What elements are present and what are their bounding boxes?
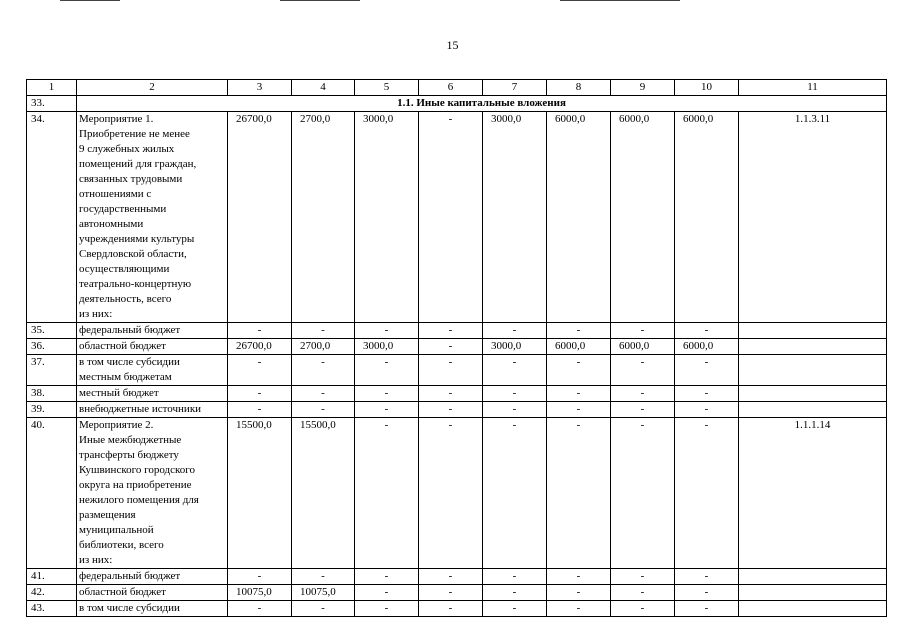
- row-number: 39.: [27, 402, 77, 418]
- amount-cell: -: [292, 601, 355, 617]
- amount-cell: -: [547, 601, 611, 617]
- header-cell: 9: [611, 80, 675, 96]
- amount-cell: -: [483, 386, 547, 402]
- code-cell: 1.1.1.14: [739, 418, 887, 569]
- table-row: [27, 402, 887, 418]
- page-number: 15: [446, 38, 459, 52]
- amount-cell: -: [483, 585, 547, 601]
- description-line: из них:: [79, 554, 113, 566]
- amount-cell: -: [419, 386, 483, 402]
- amount-cell: 6000,0: [675, 339, 739, 355]
- amount-cell: -: [419, 323, 483, 339]
- row-description: [77, 386, 228, 402]
- amount-cell: -: [419, 355, 483, 386]
- amount-cell: -: [675, 569, 739, 585]
- description-line: библиотеки, всего: [79, 539, 164, 551]
- amount-cell: -: [547, 402, 611, 418]
- amount-cell: 15500,0: [228, 418, 292, 569]
- amount-cell: 10075,0: [228, 585, 292, 601]
- row-number: 42.: [27, 585, 77, 601]
- description-line: внебюджетные источники: [79, 403, 202, 415]
- header-cell: 2: [77, 80, 228, 96]
- code-cell: [739, 402, 887, 418]
- description-line: местным бюджетам: [79, 371, 172, 383]
- description-line: в том числе субсидии: [79, 356, 180, 368]
- code-cell: [739, 585, 887, 601]
- description-line: учреждениями культуры: [79, 233, 195, 245]
- description-line: трансферты бюджету: [79, 449, 179, 461]
- amount-cell: 6000,0: [611, 112, 675, 323]
- amount-cell: 3000,0: [355, 339, 419, 355]
- table-row: [27, 323, 887, 339]
- amount-cell: -: [228, 386, 292, 402]
- row-description: [77, 418, 228, 569]
- amount-cell: 26700,0: [228, 339, 292, 355]
- amount-cell: -: [611, 386, 675, 402]
- amount-cell: -: [419, 569, 483, 585]
- amount-cell: -: [483, 569, 547, 585]
- amount-cell: -: [483, 601, 547, 617]
- row-number: 41.: [27, 569, 77, 585]
- amount-cell: 6000,0: [675, 112, 739, 323]
- amount-cell: -: [419, 418, 483, 569]
- amount-cell: -: [228, 601, 292, 617]
- header-cell: 1: [27, 80, 77, 96]
- header-cell: 6: [419, 80, 483, 96]
- description-line: Иные межбюджетные: [79, 434, 182, 446]
- amount-cell: -: [611, 323, 675, 339]
- amount-cell: -: [547, 585, 611, 601]
- table-row: [27, 355, 887, 386]
- code-cell: [739, 601, 887, 617]
- amount-cell: -: [611, 585, 675, 601]
- amount-cell: -: [611, 569, 675, 585]
- amount-cell: -: [547, 569, 611, 585]
- description-line: федеральный бюджет: [79, 570, 181, 582]
- amount-cell: -: [292, 355, 355, 386]
- amount-cell: -: [228, 355, 292, 386]
- table-row: [27, 386, 887, 402]
- amount-cell: -: [355, 418, 419, 569]
- code-cell: 1.1.3.11: [739, 112, 887, 323]
- amount-cell: -: [355, 601, 419, 617]
- description-line: Мероприятие 2.: [79, 419, 154, 431]
- header-cell: 5: [355, 80, 419, 96]
- row-description: [77, 339, 228, 355]
- code-cell: [739, 386, 887, 402]
- header-cell: 7: [483, 80, 547, 96]
- description-line: федеральный бюджет: [79, 324, 181, 336]
- top-rule-left: [60, 0, 120, 1]
- amount-cell: -: [419, 585, 483, 601]
- description-line: связанных трудовыми: [79, 173, 183, 185]
- top-rule-right: [560, 0, 680, 1]
- description-line: помещений для граждан,: [79, 158, 197, 170]
- section-row: [27, 96, 887, 112]
- amount-cell: -: [675, 402, 739, 418]
- description-line: государственными: [79, 203, 167, 215]
- code-cell: [739, 339, 887, 355]
- table-row: [27, 569, 887, 585]
- code-cell: [739, 323, 887, 339]
- description-line: областной бюджет: [79, 586, 166, 598]
- header-cell: 10: [675, 80, 739, 96]
- top-rule-center: [280, 0, 360, 1]
- table-row: [27, 601, 887, 617]
- description-line: театрально-концертную: [79, 278, 192, 290]
- header-cell: 11: [739, 80, 887, 96]
- header-cell: 4: [292, 80, 355, 96]
- row-number: 38.: [27, 386, 77, 402]
- header-cell: 3: [228, 80, 292, 96]
- amount-cell: -: [419, 402, 483, 418]
- amount-cell: 6000,0: [547, 112, 611, 323]
- amount-cell: 15500,0: [292, 418, 355, 569]
- amount-cell: -: [228, 402, 292, 418]
- row-description: [77, 402, 228, 418]
- description-line: отношениями с: [79, 188, 152, 200]
- row-description: [77, 569, 228, 585]
- section-title: 1.1. Иные капитальные вложения: [77, 96, 887, 112]
- description-line: нежилого помещения для: [79, 494, 199, 506]
- amount-cell: -: [292, 323, 355, 339]
- amount-cell: 10075,0: [292, 585, 355, 601]
- description-line: автономными: [79, 218, 144, 230]
- row-description: [77, 323, 228, 339]
- description-line: Свердловской области,: [79, 248, 187, 260]
- row-number: 43.: [27, 601, 77, 617]
- table-row: [27, 112, 887, 323]
- amount-cell: -: [611, 418, 675, 569]
- row-description: [77, 112, 228, 323]
- description-line: муниципальной: [79, 524, 154, 536]
- amount-cell: -: [355, 585, 419, 601]
- table-row: [27, 339, 887, 355]
- description-line: размещения: [79, 509, 136, 521]
- amount-cell: 2700,0: [292, 339, 355, 355]
- description-line: Мероприятие 1.: [79, 113, 154, 125]
- amount-cell: 26700,0: [228, 112, 292, 323]
- row-number: 36.: [27, 339, 77, 355]
- table-row: [27, 418, 887, 569]
- description-line: из них:: [79, 308, 113, 320]
- amount-cell: -: [611, 355, 675, 386]
- amount-cell: -: [547, 355, 611, 386]
- amount-cell: 3000,0: [355, 112, 419, 323]
- description-line: местный бюджет: [79, 387, 159, 399]
- table-body: [27, 80, 887, 617]
- amount-cell: -: [483, 355, 547, 386]
- description-line: округа на приобретение: [79, 479, 192, 491]
- row-description: [77, 585, 228, 601]
- description-line: деятельность, всего: [79, 293, 172, 305]
- row-number: 33.: [27, 96, 77, 112]
- table-row: [27, 585, 887, 601]
- amount-cell: -: [483, 402, 547, 418]
- description-line: осуществляющими: [79, 263, 170, 275]
- description-line: 9 служебных жилых: [79, 143, 175, 155]
- amount-cell: -: [228, 323, 292, 339]
- amount-cell: -: [483, 323, 547, 339]
- amount-cell: 3000,0: [483, 112, 547, 323]
- row-description: [77, 355, 228, 386]
- description-line: Приобретение не менее: [79, 128, 190, 140]
- amount-cell: -: [547, 323, 611, 339]
- row-number: 34.: [27, 112, 77, 323]
- amount-cell: -: [419, 601, 483, 617]
- amount-cell: -: [675, 585, 739, 601]
- amount-cell: 6000,0: [547, 339, 611, 355]
- amount-cell: -: [292, 569, 355, 585]
- header-cell: 8: [547, 80, 611, 96]
- amount-cell: -: [355, 355, 419, 386]
- amount-cell: -: [611, 402, 675, 418]
- row-number: 35.: [27, 323, 77, 339]
- amount-cell: -: [355, 402, 419, 418]
- amount-cell: -: [675, 355, 739, 386]
- description-line: областной бюджет: [79, 340, 166, 352]
- budget-table: [26, 79, 887, 617]
- amount-cell: -: [675, 386, 739, 402]
- amount-cell: -: [483, 418, 547, 569]
- amount-cell: -: [419, 112, 483, 323]
- amount-cell: 3000,0: [483, 339, 547, 355]
- amount-cell: -: [292, 386, 355, 402]
- amount-cell: -: [419, 339, 483, 355]
- code-cell: [739, 569, 887, 585]
- amount-cell: -: [355, 569, 419, 585]
- row-number: 40.: [27, 418, 77, 569]
- amount-cell: -: [611, 601, 675, 617]
- amount-cell: -: [547, 418, 611, 569]
- amount-cell: -: [675, 601, 739, 617]
- header-row: [27, 80, 887, 96]
- code-cell: [739, 355, 887, 386]
- amount-cell: -: [228, 569, 292, 585]
- amount-cell: -: [355, 386, 419, 402]
- amount-cell: -: [292, 402, 355, 418]
- description-line: Кушвинского городского: [79, 464, 196, 476]
- amount-cell: -: [355, 323, 419, 339]
- amount-cell: 2700,0: [292, 112, 355, 323]
- amount-cell: -: [675, 418, 739, 569]
- amount-cell: -: [547, 386, 611, 402]
- row-description: [77, 601, 228, 617]
- amount-cell: -: [675, 323, 739, 339]
- amount-cell: 6000,0: [611, 339, 675, 355]
- row-number: 37.: [27, 355, 77, 386]
- description-line: в том числе субсидии: [79, 602, 180, 614]
